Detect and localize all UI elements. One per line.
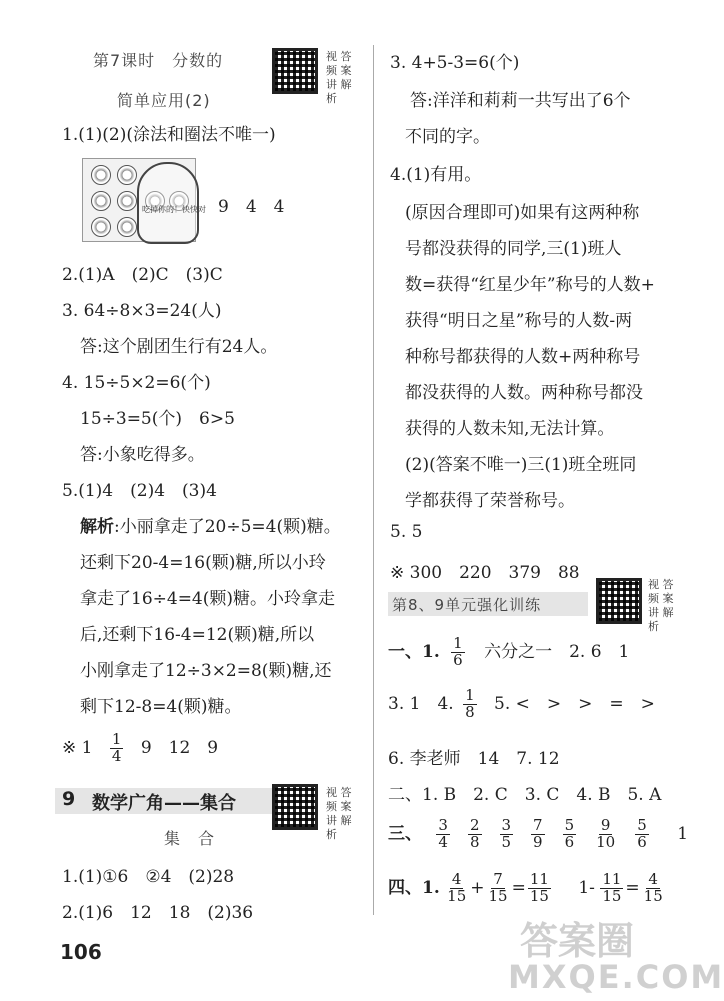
reason-line-4: 获得“明日之星”称号的人数-两 xyxy=(405,311,633,331)
right-answer-3-reply: 答:洋洋和莉莉一共写出了6个 xyxy=(410,91,631,111)
bonus-prefix: ※ 1 xyxy=(62,737,93,758)
operator: + xyxy=(470,877,485,898)
answer-3-reply: 答:这个剧团生行有24人。 xyxy=(80,337,278,357)
qr-label: 视 答 频 案 讲 解 析 xyxy=(326,50,352,105)
qr-label: 视 答 频 案 讲 解 析 xyxy=(326,786,352,841)
answer-2: 2.(1)A (2)C (3)C xyxy=(62,265,223,285)
operator: = xyxy=(625,877,640,898)
answer-4-line2: 15÷3=5(个) 6>5 xyxy=(80,409,235,429)
fraction: $\frac{7}{15}$ xyxy=(488,870,508,905)
set-answer-1: 1.(1)①6 ②4 (2)28 xyxy=(62,867,235,887)
part3-fractions xyxy=(427,816,657,851)
bonus-rest: 9 12 9 xyxy=(140,737,219,758)
reason-line-7: 获得的人数未知,无法计算。 xyxy=(405,419,615,439)
fraction: $\frac{1}{4}$ xyxy=(111,730,122,765)
qr-code-icon[interactable] xyxy=(596,578,642,624)
equation-2 xyxy=(600,870,664,905)
reason-line-9: 学都获得了荣誉称号。 xyxy=(405,491,575,511)
part1-row1 xyxy=(388,636,629,669)
ball-icon xyxy=(117,217,137,237)
analysis-line-6: 剩下12-8=4(颗)糖。 xyxy=(80,697,242,717)
ball-icon xyxy=(91,217,111,237)
analysis-line-4: 后,还剩下16-4=12(颗)糖,所以 xyxy=(80,625,315,645)
section-title: 集 合 xyxy=(164,829,216,848)
right-answer-5: 5. 5 xyxy=(390,522,423,542)
fraction: $\frac{4}{15}$ xyxy=(447,870,467,905)
right-answer-3: 3. 4+5-3=6(个) xyxy=(390,53,520,73)
page-number: 106 xyxy=(60,940,102,964)
reason-line-5: 种称号都获得的人数+两种称号 xyxy=(405,347,641,367)
fraction: $\frac{5}{6}$ xyxy=(637,816,647,851)
part1-row2-prefix: 3. 1 4. xyxy=(388,693,454,714)
qr-code-icon[interactable] xyxy=(272,784,318,830)
reason-line-2: 号都没获得的同学,三(1)班人 xyxy=(405,239,622,259)
fraction: $\frac{5}{6}$ xyxy=(564,816,575,851)
ball-icon xyxy=(91,191,111,211)
analysis-line-2: 还剩下20-4=16(颗)糖,所以小玲 xyxy=(80,553,326,573)
fraction: $\frac{4}{15}$ xyxy=(643,870,663,905)
ball-icon xyxy=(91,165,111,185)
part4-row xyxy=(388,872,665,905)
unit-number: 9 xyxy=(62,788,76,810)
equation-2-prefix: 1- xyxy=(578,877,595,898)
part1-row2 xyxy=(388,688,655,721)
reason-line-8: (2)(答案不唯一)三(1)班全班同 xyxy=(405,455,637,475)
operator: = xyxy=(511,877,526,898)
fraction: $\frac{11}{15}$ xyxy=(529,870,549,905)
unit-title: 数学广角——集合 xyxy=(92,793,236,814)
analysis-line-1 xyxy=(80,512,341,537)
right-answer-4: 4.(1)有用。 xyxy=(390,165,482,185)
fraction: $\frac{7}{9}$ xyxy=(533,816,543,851)
bonus-row xyxy=(62,732,218,765)
column-divider xyxy=(373,45,374,915)
fraction: $\frac{11}{15}$ xyxy=(602,870,622,905)
answer-4: 4. 15÷5×2=6(个) xyxy=(62,373,211,393)
right-bonus: ※ 300 220 379 88 xyxy=(390,563,580,583)
part3-tail: 1 xyxy=(677,823,689,844)
answer-4-reply: 答:小象吃得多。 xyxy=(80,445,205,465)
bag-text: 吃掉你的！快快对 xyxy=(142,205,206,214)
equation-1 xyxy=(445,870,551,905)
qr-code-icon[interactable] xyxy=(272,48,318,94)
answer-5: 5.(1)4 (2)4 (3)4 xyxy=(62,481,217,501)
answer-3: 3. 64÷8×3=24(人) xyxy=(62,301,222,321)
reason-line-6: 都没获得的人数。两种称号都没 xyxy=(405,383,643,403)
watermark-logo: 答案圈 xyxy=(520,919,635,963)
part1-row2-rest: 5. < > > = > xyxy=(494,693,655,714)
fraction: $\frac{1}{6}$ xyxy=(453,634,463,669)
analysis-label: 解析 xyxy=(80,517,114,537)
lesson-heading-line2: 简单应用(2) xyxy=(117,91,211,110)
analysis-line-5: 小刚拿走了12÷3×2=8(颗)糖,还 xyxy=(80,661,332,681)
watermark-url: MXQE.COM xyxy=(508,958,724,996)
fraction: $\frac{9}{10}$ xyxy=(596,816,616,851)
part1-row3: 6. 李老师 14 7. 12 xyxy=(388,749,560,769)
part-label: 三、 xyxy=(388,823,422,844)
analysis-text: :小丽拿走了20÷5=4(颗)糖。 xyxy=(114,517,341,537)
ball-icon xyxy=(117,165,137,185)
part1-row1-rest: 六分之一 2. 6 1 xyxy=(484,641,630,662)
part-label: 一、1. xyxy=(388,641,440,662)
reason-line-3: 数=获得“红星少年”称号的人数+ xyxy=(405,275,655,295)
part3-row xyxy=(388,818,688,851)
set-answer-2: 2.(1)6 12 18 (2)36 xyxy=(62,903,254,923)
lesson-heading-line1: 第7课时 分数的 xyxy=(93,51,224,70)
answer-1-values: 9 4 4 xyxy=(218,197,285,217)
part2-row: 二、1. B 2. C 3. C 4. B 5. A xyxy=(388,785,662,805)
right-answer-3-reply2: 不同的字。 xyxy=(405,127,490,147)
fraction: $\frac{2}{8}$ xyxy=(469,816,480,851)
analysis-line-3: 拿走了16÷4=4(颗)糖。小玲拿走 xyxy=(80,589,336,609)
reason-line-1: (原因合理即可)如果有这两种称 xyxy=(405,203,640,223)
part-label: 四、1. xyxy=(388,877,440,898)
answer-1: 1.(1)(2)(涂法和圈法不唯一) xyxy=(62,125,276,145)
ball-icon xyxy=(117,191,137,211)
fraction: $\frac{3}{5}$ xyxy=(501,816,512,851)
bag-icon xyxy=(137,162,206,244)
qr-label: 视 答 频 案 讲 解 析 xyxy=(648,578,674,633)
fraction: $\frac{3}{4}$ xyxy=(438,816,448,851)
fraction: $\frac{1}{8}$ xyxy=(465,686,475,721)
unit-review-heading: 第8、9单元强化训练 xyxy=(392,596,542,614)
